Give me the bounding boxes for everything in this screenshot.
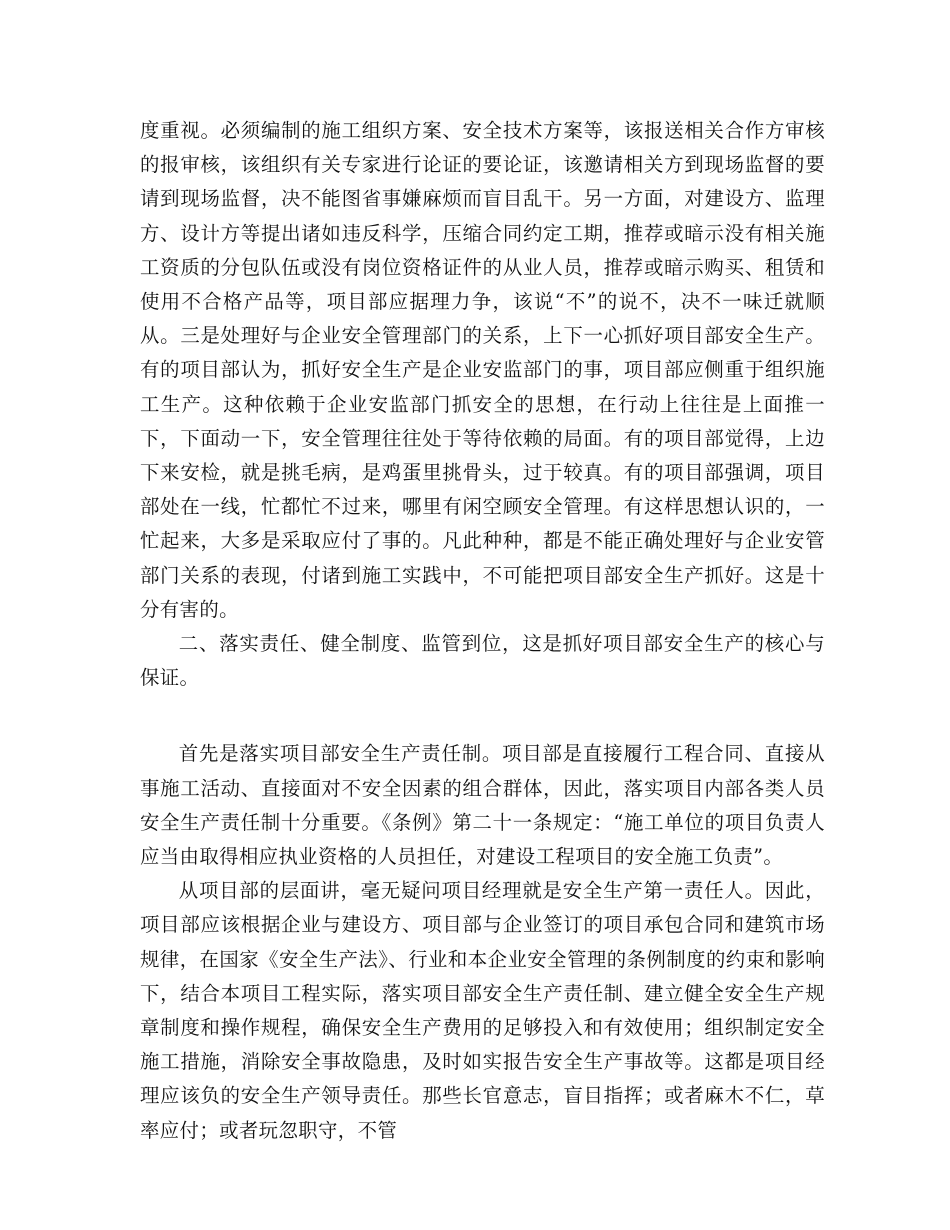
body-paragraph-project-manager: 从项目部的层面讲，毫无疑问项目经理就是安全生产第一责任人。因此，项目部应该根据企业与建设方、项目部与企业签订的项目承包合同和建筑市场规律，在国家《安全生产法》、行业和本企业安全管理的条例制度的约束和影响下，结合本项目工程实际，落实项目部安全生产责任制、建立健全安全生产规章制度和操作规程，确保安全生产费用的足够投入和有效使用；组织制定安全施工措施，消除安全事故隐患，及时如实报告安全生产事故等。这都是项目经理应该负的安全生产领导责任。那些长官意志，盲目指挥；或者麻木不仁，草率应付；或者玩忽职守，不管 xyxy=(140,879,825,1142)
section-heading-two: 二、落实责任、健全制度、监管到位，这是抓好项目部安全生产的核心与保证。 xyxy=(140,632,825,690)
document-page xyxy=(140,114,825,1148)
body-paragraph-responsibility: 首先是落实项目部安全生产责任制。项目部是直接履行工程合同、直接从事施工活动、直接面对不安全因素的组合群体，因此，落实项目内部各类人员安全生产责任制十分重要。《条例》第二十一条规定：“施工单位的项目负责人应当由取得相应执业资格的人员担任，对建设工程项目的安全施工负责”。 xyxy=(140,742,825,869)
body-paragraph-continued: 度重视。必须编制的施工组织方案、安全技术方案等，该报送相关合作方审核的报审核，该组织有关专家进行论证的要论证，该邀请相关方到现场监督的要请到现场监督，决不能图省事嫌麻烦而盲目乱干。另一方面，对建设方、监理方、设计方等提出诸如违反科学，压缩合同约定工期，推荐或暗示没有相关施工资质的分包队伍或没有岗位资格证件的从业人员，推荐或暗示购买、租赁和使用不合格产品等，项目部应据理力争，该说“不”的说不，决不一味迁就顺从。三是处理好与企业安全管理部门的关系，上下一心抓好项目部安全生产。有的项目部认为，抓好安全生产是企业安监部门的事，项目部应侧重于组织施工生产。这种依赖于企业安监部门抓安全的思想，在行动上往往是上面推一下，下面动一下，安全管理往往处于等待依赖的局面。有的项目部觉得，上边下来安检，就是挑毛病，是鸡蛋里挑骨头，过于较真。有的项目部强调，项目部处在一线，忙都忙不过来，哪里有闲空顾安全管理。有这样思想认识的，一忙起来，大多是采取应付了事的。凡此种种，都是不能正确处理好与企业安管部门关系的表现，付诸到施工实践中，不可能把项目部安全生产抓好。这是十分有害的。 xyxy=(140,119,825,621)
